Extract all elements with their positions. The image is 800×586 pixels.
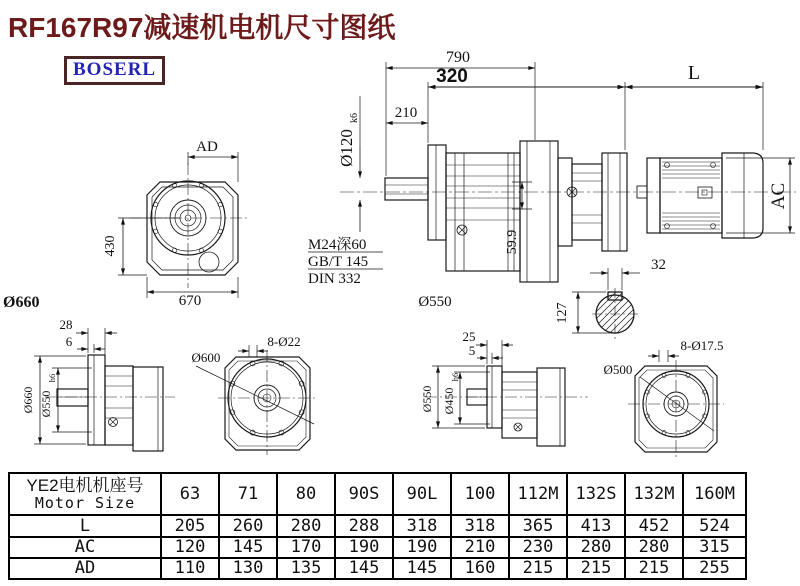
dim-127: 127 <box>555 302 570 324</box>
cell: 315 <box>683 537 746 558</box>
dim-28: 28 <box>59 317 73 332</box>
col-header: 112M <box>509 473 567 515</box>
cell: 130 <box>219 558 277 579</box>
cell: 145 <box>393 558 451 579</box>
cell: 524 <box>683 515 746 536</box>
table-row-ad <box>9 558 746 579</box>
header-en: Motor Size <box>34 494 136 513</box>
dim-25: 25 <box>462 329 476 344</box>
main-assembly-view <box>308 62 796 282</box>
motor-size-table <box>8 472 747 580</box>
dim-o500: Ø500 <box>603 362 633 377</box>
note-gbt145: GB/T 145 <box>308 254 369 270</box>
cell: 280 <box>567 537 625 558</box>
motor-size-header <box>9 473 161 515</box>
table-header-row <box>9 473 746 515</box>
dim-5: 5 <box>468 343 476 358</box>
dim-ac: AC <box>768 182 789 210</box>
note-din332: DIN 332 <box>308 271 361 287</box>
dim-length-l: L <box>687 62 701 84</box>
col-header: 80 <box>277 473 335 515</box>
row-label: L <box>9 515 161 536</box>
cell: 318 <box>393 515 451 536</box>
dim-8-o17-5: 8-Ø17.5 <box>680 338 724 353</box>
cell: 210 <box>451 537 509 558</box>
small-flange-front-view <box>628 350 724 458</box>
cell: 230 <box>509 537 567 558</box>
cell: 205 <box>161 515 219 536</box>
row-label: AC <box>9 537 161 558</box>
cell: 215 <box>625 558 683 579</box>
dim-o550h6-tol: h6 <box>47 373 57 383</box>
dim-670: 670 <box>178 293 202 309</box>
cell: 120 <box>161 537 219 558</box>
label-o660-corner: Ø660 <box>3 294 40 311</box>
dim-32: 32 <box>651 257 666 273</box>
row-label: AD <box>9 558 161 579</box>
dim-o550h6: Ø550 <box>39 390 53 418</box>
cell: 413 <box>567 515 625 536</box>
header-cn: YE2电机机座号 <box>26 475 144 495</box>
cell: 170 <box>277 537 335 558</box>
note-m24: M24深60 <box>308 237 367 253</box>
col-header: 132M <box>625 473 683 515</box>
dim-210: 210 <box>394 105 418 121</box>
dim-o450h6-tol: h6 <box>450 372 460 382</box>
cell: 318 <box>451 515 509 536</box>
dim-o450h6: Ø450 <box>442 387 456 415</box>
dim-8-o22: 8-Ø22 <box>267 334 301 349</box>
cell: 280 <box>625 537 683 558</box>
dim-430: 430 <box>103 235 118 257</box>
col-header: 90L <box>393 473 451 515</box>
col-header: 132S <box>567 473 625 515</box>
dim-6: 6 <box>65 334 73 349</box>
table-row-ac <box>9 537 746 558</box>
dim-ad: AD <box>196 139 218 155</box>
table-row-l <box>9 515 746 536</box>
cell: 288 <box>335 515 393 536</box>
cell: 110 <box>161 558 219 579</box>
dim-shaft-tol: k6 <box>349 113 360 123</box>
dim-o550-flange: Ø550 <box>420 385 434 413</box>
dim-o660: Ø660 <box>21 386 35 414</box>
cell: 280 <box>277 515 335 536</box>
col-header: 90S <box>335 473 393 515</box>
dim-59-9: 59.9 <box>505 229 520 255</box>
cell: 160 <box>451 558 509 579</box>
dim-o600: Ø600 <box>191 350 221 365</box>
dim-790: 790 <box>446 49 470 66</box>
cell: 145 <box>219 537 277 558</box>
output-flange-side-view <box>34 328 175 451</box>
cell: 190 <box>393 537 451 558</box>
cell: 215 <box>509 558 567 579</box>
label-o550-housing: Ø550 <box>418 294 452 310</box>
shaft-section-view <box>556 268 686 345</box>
col-header: 63 <box>161 473 219 515</box>
cell: 452 <box>625 515 683 536</box>
front-view <box>118 152 250 298</box>
cell: 260 <box>219 515 277 536</box>
cell: 145 <box>335 558 393 579</box>
dim-shaft-dia: Ø120 <box>337 129 356 167</box>
col-header: 160M <box>683 473 746 515</box>
page-title: RF167R97减速机电机尺寸图纸 <box>8 12 396 43</box>
cell: 190 <box>335 537 393 558</box>
col-header: 71 <box>219 473 277 515</box>
brand-logo-text: BOSERL <box>73 59 157 80</box>
col-header: 100 <box>451 473 509 515</box>
cell: 255 <box>683 558 746 579</box>
cell: 365 <box>509 515 567 536</box>
cell: 135 <box>277 558 335 579</box>
dim-320: 320 <box>436 66 468 87</box>
cell: 215 <box>567 558 625 579</box>
